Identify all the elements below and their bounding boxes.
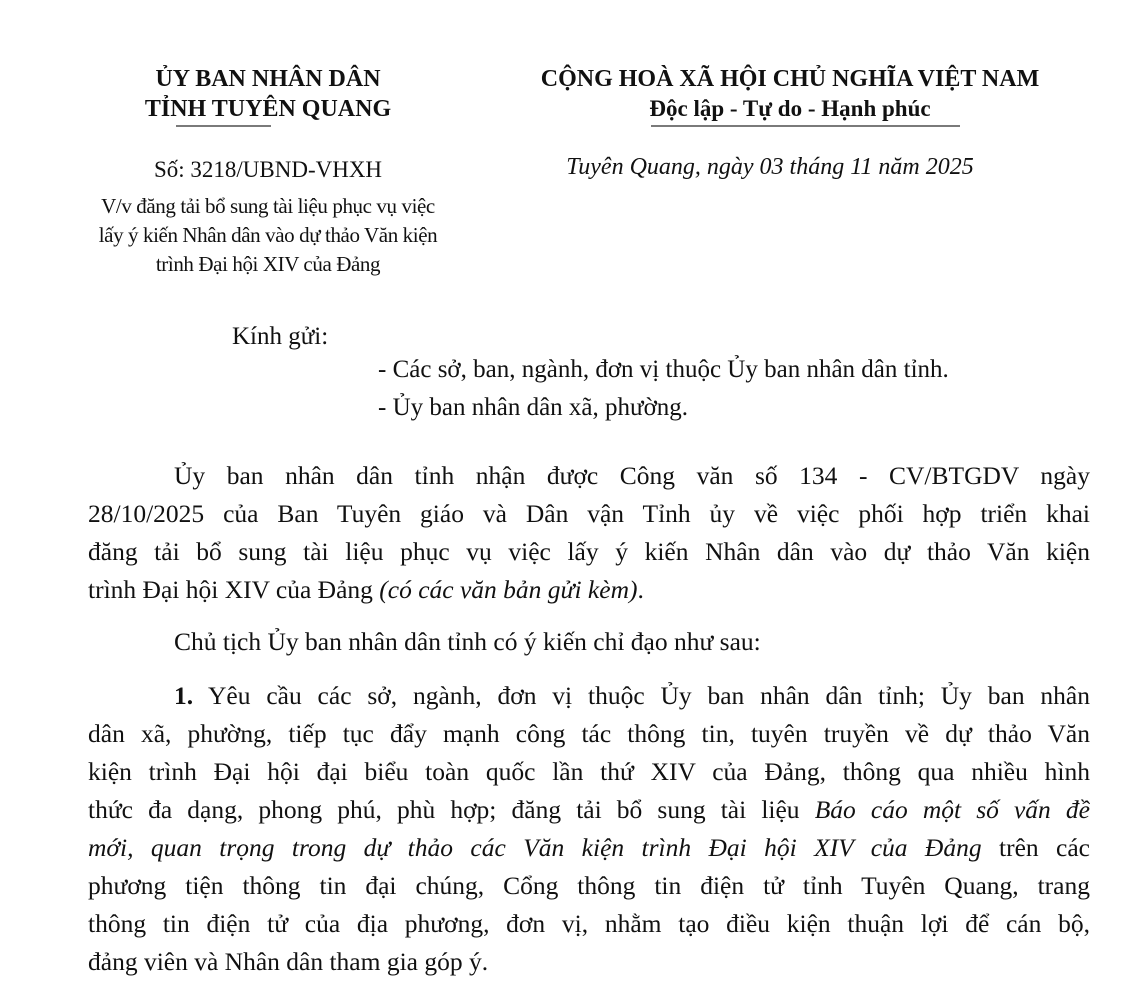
- paragraph-line: Ủy ban nhân dân tỉnh nhận được Công văn số 134 - CV/BTGDV ngày: [174, 461, 1090, 490]
- document-subject: [48, 192, 488, 279]
- item-number: 1.: [174, 681, 194, 710]
- agency-name-line2: TỈNH TUYÊN QUANG: [144, 96, 392, 122]
- paragraph-line: dân xã, phường, tiếp tục đẩy mạnh công tác thông tin, tuyên truyền về dự thảo Văn: [88, 719, 1090, 748]
- paragraph-chairman-direction: Chủ tịch Ủy ban nhân dân tỉnh có ý kiến chỉ đạo như sau:: [174, 627, 761, 656]
- paragraph-line: [88, 677, 1090, 715]
- document-number: Số: 3218/UBND-VHXH: [153, 157, 383, 182]
- paragraph-line: [88, 791, 1090, 829]
- paragraph-line: phương tiện thông tin đại chúng, Cổng thông tin điện tử tỉnh Tuyên Quang, trang: [88, 871, 1090, 900]
- paragraph-line: đảng viên và Nhân dân tham gia góp ý.: [88, 947, 489, 976]
- paragraph-line: [88, 571, 1090, 609]
- paragraph-line: đăng tải bổ sung tài liệu phục vụ việc lấy ý kiến Nhân dân vào dự thảo Văn kiện: [88, 537, 1090, 566]
- report-title: Báo cáo một số vấn đề: [814, 795, 1090, 824]
- national-motto: Độc lập - Tự do - Hạnh phúc: [649, 96, 931, 121]
- directive-item-1: [88, 677, 1090, 981]
- recipient-item: - Các sở, ban, ngành, đơn vị thuộc Ủy ban nhân dân tỉnh.: [378, 356, 949, 383]
- text-run: .: [637, 575, 644, 604]
- text-run: trình Đại hội XIV của Đảng: [88, 575, 380, 604]
- paragraph-line: kiện trình Đại hội đại biểu toàn quốc lần thứ XIV của Đảng, thông qua nhiều hình: [88, 757, 1090, 786]
- subject-line: V/v đăng tải bổ sung tài liệu phục vụ việc: [101, 194, 435, 218]
- recipients-label: Kính gửi:: [232, 323, 329, 350]
- subject-line: lấy ý kiến Nhân dân vào dự thảo Văn kiện: [98, 223, 438, 247]
- motto-underline: [651, 125, 960, 127]
- text-run: thức đa dạng, phong phú, phù hợp; đăng tải bổ sung tài liệu: [88, 795, 815, 824]
- agency-underline: [176, 125, 271, 127]
- paragraph-received-document: [88, 457, 1090, 609]
- report-title: mới, quan trọng trong dự thảo các Văn kiện trình Đại hội XIV của Đảng: [88, 833, 982, 862]
- place-and-date: Tuyên Quang, ngày 03 tháng 11 năm 2025: [566, 154, 974, 180]
- attachment-note: (có các văn bản gửi kèm): [379, 575, 638, 604]
- paragraph-line: [88, 829, 1090, 867]
- paragraph-line: thông tin điện tử của địa phương, đơn vị, nhằm tạo điều kiện thuận lợi để cán bộ,: [88, 909, 1090, 938]
- paragraph-line: 28/10/2025 của Ban Tuyên giáo và Dân vận Tỉnh ủy về việc phối hợp triển khai: [88, 499, 1090, 528]
- subject-line: trình Đại hội XIV của Đảng: [155, 252, 381, 276]
- agency-name-line1: ỦY BAN NHÂN DÂN: [155, 66, 381, 92]
- recipient-item: - Ủy ban nhân dân xã, phường.: [378, 394, 689, 421]
- national-title: CỘNG HOÀ XÃ HỘI CHỦ NGHĨA VIỆT NAM: [540, 66, 1040, 92]
- text-run: trên các: [981, 833, 1090, 862]
- text-run: Yêu cầu các sở, ngành, đơn vị thuộc Ủy ban nhân dân tỉnh; Ủy ban nhân: [193, 681, 1090, 710]
